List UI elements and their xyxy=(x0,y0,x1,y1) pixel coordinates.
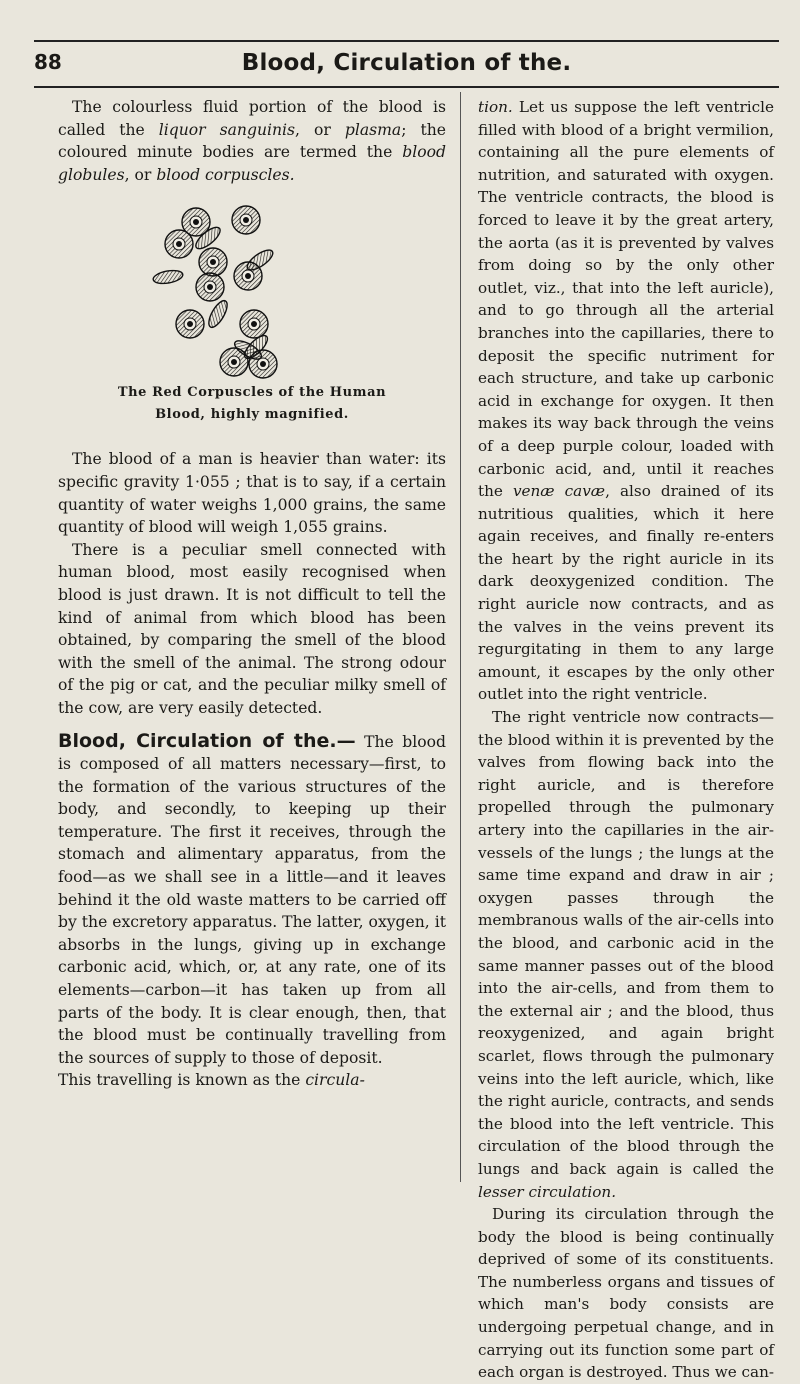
figure-caption-line-1: The Red Corpuscles of the Human xyxy=(117,385,387,401)
paragraph-smell: There is a peculiar smell connected with human blood, most easily recognised when blood is just drawn. It is not difficult to tell the kind of animal from which blood has been obtained, by comparing the smell of the blood with the smell of the animal. The strong odour of the pig or cat, and the peculiar milky smell of the cow, are very easily detected. xyxy=(58,540,446,717)
paragraph-specific-gravity: The blood of a man is heavier than water: its specific gravity 1·055 ; that is to say, if a certain quantity of water weighs 1,000 grains, the same quantity of blood will weigh 1,055 grains. xyxy=(58,450,446,537)
page-header xyxy=(34,50,779,86)
corpuscle-11 xyxy=(176,310,204,338)
header-rule xyxy=(34,86,779,88)
paragraph-lesser-circulation: The right ventricle now contracts—the blood within it is prevented by the valves from flowing back into the right auricle, and is therefore propelled through the pulmonary artery into the capillaries in the air-vessels of the lungs ; the lungs at the same time expand and draw in air ; oxygen passes through the membranous walls of the air-cells into the blood, and carbonic acid in the same manner passes out of the blood into the air-cells, and from them to the external air ; and the blood, thus reoxygenized, and again bright scarlet, flows through the pulmonary veins into the left auricle, which, like the right auricle, contracts, and sends the blood into the left ventricle. This circulation of the blood through the lungs and back again is called the lesser circulation. xyxy=(478,708,774,1201)
corpuscles-figure xyxy=(58,192,446,448)
paragraph-travelling: This travelling is known as the circula- xyxy=(58,1071,365,1090)
figure-caption-line-2: Blood, highly magnified. xyxy=(155,407,349,423)
corpuscle-7 xyxy=(196,273,224,301)
paragraph-plasma: The colourless fluid portion of the blood is called the liquor sanguinis, or plasma; the coloured minute bodies are termed the blood globules, or blood corpuscles. xyxy=(58,98,447,184)
running-title: Blood, Circulation of the. xyxy=(241,50,572,76)
corpuscle-12 xyxy=(240,310,268,338)
top-rule xyxy=(34,40,779,42)
page-number: 88 xyxy=(34,50,62,74)
corpuscle-10 xyxy=(205,298,230,330)
paragraph-left-ventricle: tion. Let us suppose the left ventricle filled with blood of a bright vermilion, containing all the pure elements of nutrition, and saturated with oxygen. The ventricle contracts, the blood is forced to leave it by the great artery, the aorta (as it is prevented by valves from doing so by the only other outlet, viz., that into the left auricle), and to go through all the arterial branches into the capillaries, there to deposit the specific nutriment for each structure, and take up carbonic acid in exchange for oxygen. It then makes its way back through the veins of a deep purple colour, loaded with carbonic acid, and, until it reaches the venæ cavæ, also drained of its nutritious qualities, which it here again receives, and finally re-enters the heart by the right auricle in its dark deoxygenized condition. The right auricle now contracts, and as the valves in the veins prevent its regurgitating in them to any large amount, it escapes by the only other outlet into the right ventricle. xyxy=(478,98,774,704)
corpuscle-6 xyxy=(152,269,184,286)
corpuscle-3 xyxy=(232,206,260,234)
left-column xyxy=(58,96,446,1092)
corpuscle-9 xyxy=(234,262,262,290)
right-column xyxy=(478,96,774,1384)
paragraph-constituents: During its circulation through the body the blood is being continually deprived of some of its constituents. The numberless organs and tissues of which man's body consists are undergoing perpetual change, and in carrying out its function some part of each organ is destroyed. Thus we can- xyxy=(478,1205,774,1382)
corpuscle-4 xyxy=(165,230,193,258)
section-heading: Blood, Circulation of the.— xyxy=(58,729,356,752)
corpuscle-5 xyxy=(199,248,227,276)
column-divider xyxy=(460,92,461,1182)
paragraph-circulation: Blood, Circulation of the.— The blood is composed of all matters necessary—first, to the formation of the various structures of the body, and secondly, to keeping up their temperature. The first it receives, through the stomach and alimentary apparatus, from the food—as we shall see in a little—and it leaves behind it the old waste matters to be carried off by the excretory apparatus. The latter, oxygen, it absorbs in the lungs, giving up in exchange carbonic acid, which, or, at any rate, one of its elements—carbon—it has taken up from all parts of the body. It is clear enough, then, that the blood must be continually travelling from the sources of supply to those of deposit. xyxy=(58,729,447,1067)
